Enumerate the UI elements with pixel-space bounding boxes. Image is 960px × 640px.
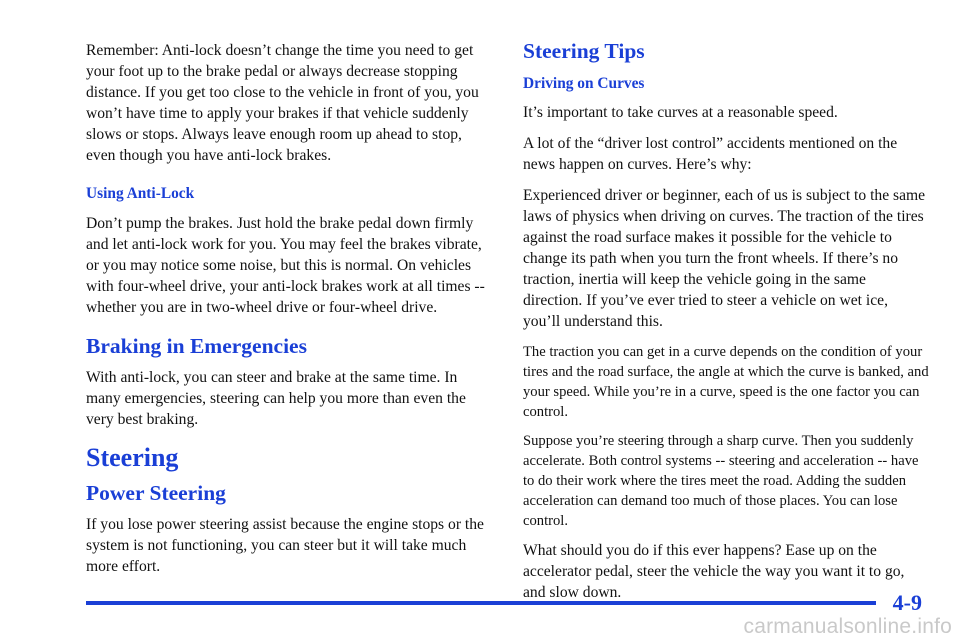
paragraph-lost-control: A lot of the “driver lost control” accidents mentioned on the news happen on curves. Here’s why: — [523, 135, 898, 173]
left-column — [86, 40, 490, 587]
paragraph-dont-pump: Don’t pump the brakes. Just hold the brake pedal down firmly and let anti‑lock work for you. You may feel the brakes vibrate, or you may notice some noise, but this is normal. On vehicles with four‑wheel drive, your anti‑lock brakes work at all times ‑‑ whether you are in two‑wheel drive or four‑wheel drive. — [86, 215, 485, 316]
heading-power-steering: Power Steering — [86, 481, 226, 505]
paragraph-remember: Remember: Anti‑lock doesn’t change the time you need to get your foot up to the brake pedal or always decrease stopping distance. If you get too close to the vehicle in front of you, you won’t have time to apply your brakes if that vehicle suddenly slows or stops. Always leave enough room up ahead to stop, even though you have anti‑lock brakes. — [86, 42, 479, 164]
paragraph-sharp-curve: Suppose you’re steering through a sharp curve. Then you suddenly accelerate. Both control systems ‑‑ steering and acceleration ‑‑ have to do their work where the tires meet the road. Adding the sudden acceleration can demand too much of those places. You can lose control. — [523, 433, 919, 529]
subheading-using-anti-lock: Using Anti‑Lock — [86, 185, 195, 202]
paragraph-reasonable-speed: It’s important to take curves at a reasonable speed. — [523, 104, 838, 121]
paragraph-lose-power-steering: If you lose power steering assist because the engine stops or the system is not functioning, you can steer but it will take much more effort. — [86, 516, 484, 575]
heading-braking-in-emergencies: Braking in Emergencies — [86, 334, 307, 358]
section-title-steering: Steering — [86, 443, 179, 472]
paragraph-traction: The traction you can get in a curve depends on the condition of your tires and the road surface, the angle at which the curve is banked, and your speed. While you’re in a curve, speed is the one factor you can control. — [523, 344, 929, 420]
subheading-driving-on-curves: Driving on Curves — [523, 75, 645, 92]
paragraph-laws-of-physics: Experienced driver or beginner, each of us is subject to the same laws of physics when driving on curves. The traction of the tires against the road surface makes it possible for the vehicle to change its path when you turn the front wheels. If there’s no traction, inertia will keep the vehicle going in the same direction. If you’ve ever tried to steer a vehicle on wet ice, you’ll understand this. — [523, 187, 926, 330]
right-column — [523, 38, 929, 613]
heading-steering-tips: Steering Tips — [523, 39, 645, 63]
page-number: 4‑9 — [892, 590, 922, 615]
watermark: carmanualsonline.info — [743, 615, 952, 638]
paragraph-what-should-you-do: What should you do if this ever happens? Ease up on the accelerator pedal, steer the vehicle the way you want it to go, and slow down. — [523, 542, 905, 601]
footer-rule — [86, 601, 876, 605]
paragraph-with-anti-lock: With anti‑lock, you can steer and brake at the same time. In many emergencies, steering can help you more than even the very best braking. — [86, 369, 466, 428]
